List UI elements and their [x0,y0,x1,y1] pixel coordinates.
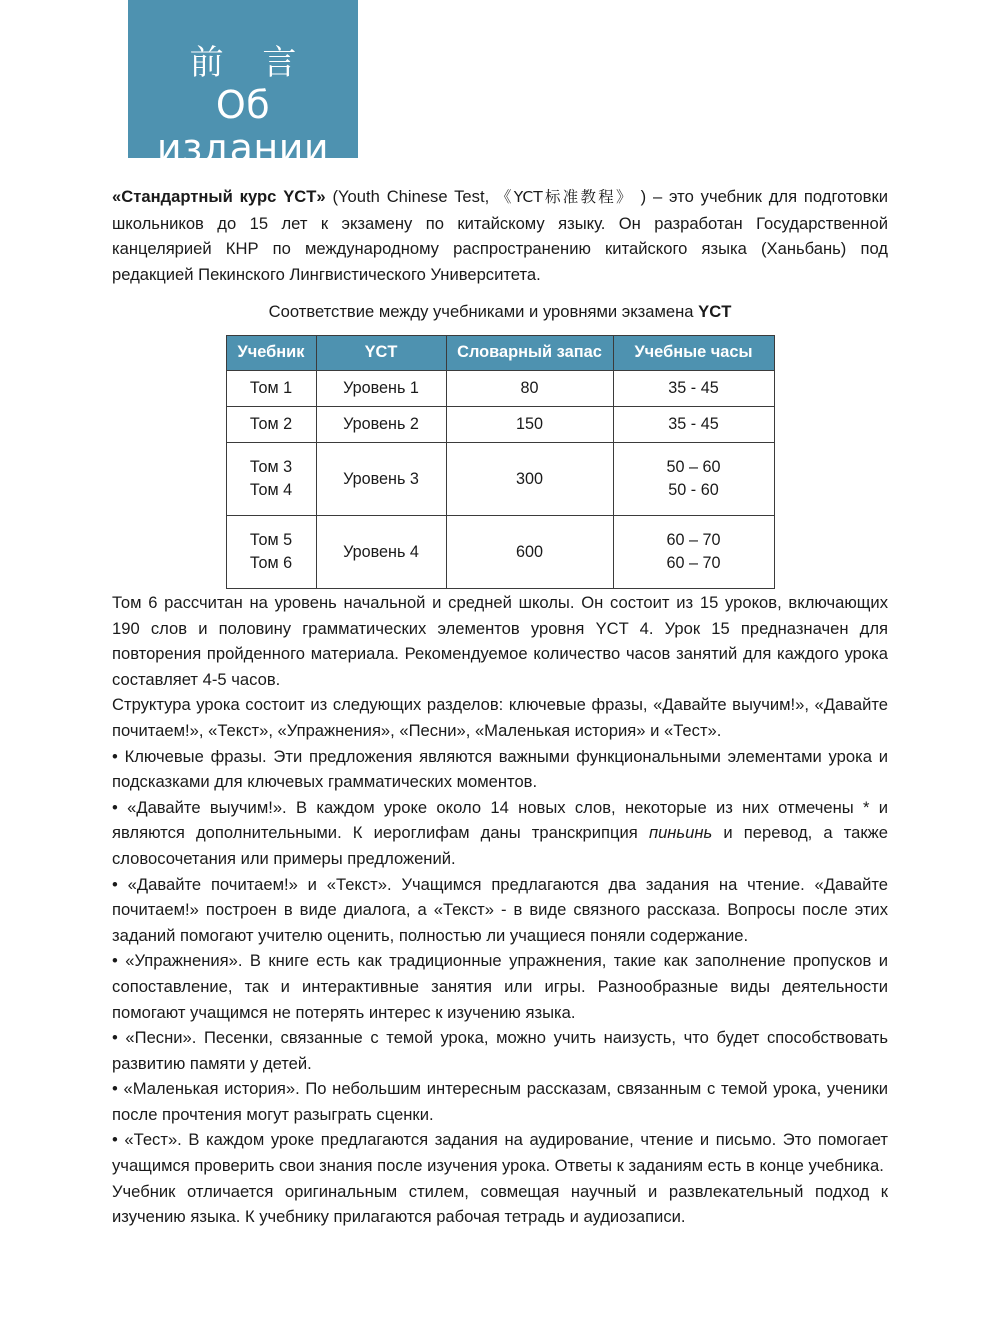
cell-hours-line: 60 – 70 [666,531,721,549]
table-header-row [226,336,774,371]
cell-vocabulary: 80 [446,371,613,407]
intro-text-before-cjk: (Youth Chinese Test, [325,187,497,206]
levels-table-block [112,300,888,589]
cell-hours: 35 - 45 [613,407,774,443]
cell-volume [226,443,316,516]
column-header-yct: YCT [316,336,446,371]
cell-volume: Том 1 [226,371,316,407]
bullet-lets-learn [112,795,888,872]
cell-vocabulary: 150 [446,407,613,443]
bullet-little-story: • «Маленькая история». По небольшим интересным рассказам, связанным с темой урока, ученики после прочтения могут разыграть сценки. [112,1079,888,1124]
intro-cjk-title: 《YCT标准教程》 [496,188,634,206]
cell-hours [613,443,774,516]
bullet-lets-learn-part2: и перевод, а также словосочетания или примеры предложений. [112,823,888,868]
column-header-textbook: Учебник [226,336,316,371]
intro-text-after-cjk: ) – это учебник для подготовки школьников до 15 лет к экзамену по китайскому языку. Он разработан Государственной канцелярией КНР по международному распространению китайского языка (Ханьбань) под редакцией Пекинского Лингвистического Университета. [112,187,888,284]
cell-level: Уровень 3 [316,443,446,516]
cell-volume: Том 2 [226,407,316,443]
table-row [226,371,774,407]
table-row [226,407,774,443]
cell-volume-line: Том 6 [249,554,293,572]
cell-level: Уровень 4 [316,516,446,589]
bullet-test: • «Тест». В каждом уроке предлагаются задания на аудирование, чтение и письмо. Это помогает учащимся проверить свои знания после изучения урока. Ответы к заданиям есть в конце учебника. [112,1130,888,1176]
bullet-songs: • «Песни». Песенки, связанные с темой урока, можно учить наизусть, что будет способствовать развитию памяти у детей. [112,1028,888,1073]
cell-volume-line: Том 3 [249,458,293,476]
body-paragraph-closing: Учебник отличается оригинальным стилем, совмещая научный и развлекательный подход к изучению языка. К учебнику прилагаются рабочая тетрадь и аудиозаписи. [112,1181,888,1227]
banner-russian-title: Об издании [156,83,330,170]
levels-table [226,335,775,589]
intro-paragraph-block [112,184,888,287]
body-paragraph-volume6: Том 6 рассчитан на уровень начальной и средней школы. Он состоит из 15 уроков, включающих 190 слов и половину грамматических элементов уровня YCT 4. Урок 15 предназначен для повторения пройденного материала. Рекомендуемое количество часов занятий для каждого урока составляет 4-5 часов. [112,593,888,689]
cell-volume [226,516,316,589]
cell-level: Уровень 2 [316,407,446,443]
column-header-vocabulary: Словарный запас [446,336,613,371]
cell-volume-line: Том 5 [249,531,293,549]
body-text-block [112,590,888,1230]
cell-level: Уровень 1 [316,371,446,407]
banner-chinese-title: 前 言 [189,43,311,83]
intro-bold-lead: «Стандартный курс YCT» [112,187,326,206]
table-row [226,443,774,516]
cell-hours: 35 - 45 [613,371,774,407]
cell-hours-line: 60 – 70 [666,554,721,572]
table-row [226,516,774,589]
table-caption-bold: YCT [698,302,732,321]
section-banner [128,0,358,170]
table-caption-text: Соответствие между учебниками и уровнями экзамена [268,302,699,321]
table-caption [112,300,888,324]
bullet-lets-learn-part1: • «Давайте выучим!». В каждом уроке около 14 новых слов, некоторые из них отмечены * и являются дополнительными. К иероглифам даны транскрипция [112,797,888,843]
column-header-hours: Учебные часы [613,336,774,371]
bullet-key-phrases: • Ключевые фразы. Эти предложения являются важными функциональными элементами урока и подсказками для ключевых грамматических моментов. [112,746,888,792]
cell-vocabulary: 300 [446,443,613,516]
intro-paragraph [112,184,888,287]
bullet-exercises: • «Упражнения». В книге есть как традиционные упражнения, такие как заполнение пропусков и сопоставление, так и интерактивные занятия или игры. Разнообразные виды деятельности помогают учащимся не потерять интерес к изучению языка. [112,951,888,1022]
cell-hours-line: 50 - 60 [668,481,719,499]
bullet-lets-learn-italic: пиньинь [648,823,713,843]
bullet-lets-read: • «Давайте почитаем!» и «Текст». Учащимся предлагаются два задания на чтение. «Давайте почитаем!» построен в виде диалога, а «Текст» - в виде связного рассказа. Вопросы после этих заданий помогают учителю оценить, полностью ли учащиеся поняли содержание. [112,874,888,945]
cell-vocabulary: 600 [446,516,613,589]
cell-hours [613,516,774,589]
cell-volume-line: Том 4 [249,481,293,499]
body-paragraph-structure: Структура урока состоит из следующих разделов: ключевые фразы, «Давайте выучим!», «Давайте почитаем!», «Текст», «Упражнения», «Песни», «Маленькая история» и «Тест». [112,695,888,740]
cell-hours-line: 50 – 60 [666,458,721,476]
